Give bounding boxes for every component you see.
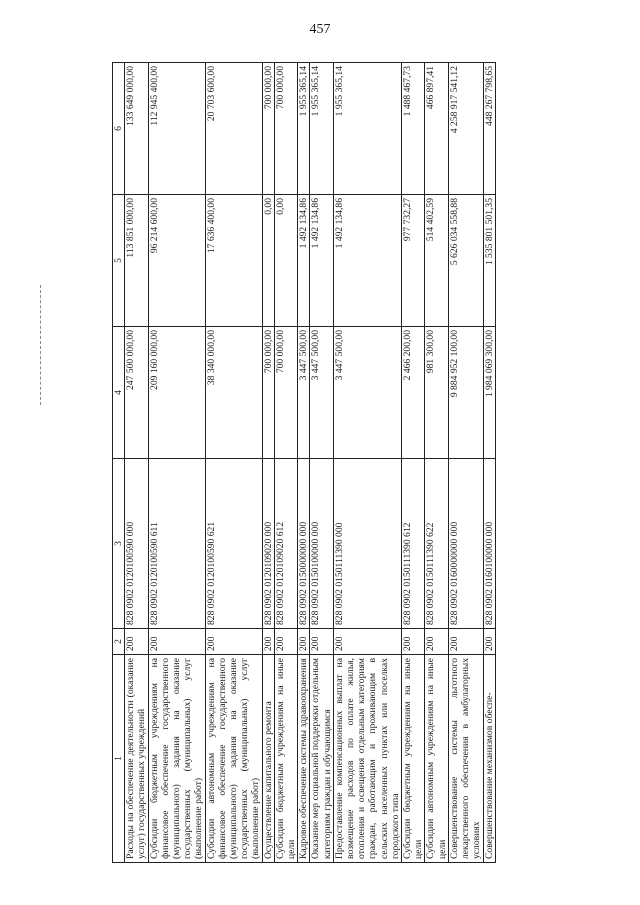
table-row	[298, 63, 310, 863]
column-header: 1	[113, 655, 125, 863]
row-value-6-cell: 700 000,00	[262, 63, 274, 195]
row-value-5-cell: 0,00	[262, 195, 274, 327]
table-row	[148, 63, 205, 863]
row-name-cell: Субсидии бюджетным учреждениям на иные цели	[274, 655, 297, 863]
table-row	[262, 63, 274, 863]
row-col2-cell: 200	[425, 629, 448, 655]
row-value-6-cell: 112 945 400,00	[148, 63, 205, 195]
row-col2-cell: 200	[402, 629, 425, 655]
row-value-4-cell: 981 300,00	[425, 327, 448, 459]
row-name-cell: Расходы на обеспечение деятельности (оказание услуг) государственных учреждений	[125, 655, 148, 863]
row-code-cell: 828 0902 0150100000 000	[310, 459, 333, 629]
row-value-6-cell: 448 267 798,65	[483, 63, 495, 195]
row-value-4-cell: 1 984 069 300,00	[483, 327, 495, 459]
row-value-6-cell: 1 955 365,14	[298, 63, 310, 195]
table-row	[402, 63, 425, 863]
table-body	[125, 63, 496, 863]
row-name-cell: Совершенствование механизмов обеспе-	[483, 655, 495, 863]
row-col2-cell: 200	[148, 629, 205, 655]
row-value-5-cell: 96 214 600,00	[148, 195, 205, 327]
table-row	[483, 63, 495, 863]
row-value-5-cell: 1 492 134,86	[333, 195, 401, 327]
table-header-row	[113, 63, 125, 863]
budget-table	[112, 62, 496, 863]
row-name-cell: Совершенствование системы льготного лекарственного обеспечения в амбулаторных условиях	[448, 655, 483, 863]
row-value-6-cell: 466 897,41	[425, 63, 448, 195]
row-name-cell: Субсидии автономным учреждениям на финансовое обеспечение государственного (муниципального) задания на оказание государственных (муниципальных) услуг (выполнение работ)	[205, 655, 262, 863]
column-header: 3	[113, 459, 125, 629]
row-value-4-cell: 3 447 500,00	[333, 327, 401, 459]
row-value-5-cell: 977 732,27	[402, 195, 425, 327]
row-value-4-cell: 38 340 000,00	[205, 327, 262, 459]
table-row	[205, 63, 262, 863]
row-code-cell: 828 0902 0150111390 612	[402, 459, 425, 629]
row-code-cell: 828 0902 0150000000 000	[298, 459, 310, 629]
row-value-4-cell: 700 000,00	[274, 327, 297, 459]
column-header: 5	[113, 195, 125, 327]
row-value-5-cell: 17 636 400,00	[205, 195, 262, 327]
row-col2-cell: 200	[262, 629, 274, 655]
row-col2-cell: 200	[125, 629, 148, 655]
table-row	[125, 63, 148, 863]
row-value-6-cell: 700 000,00	[274, 63, 297, 195]
row-value-4-cell: 3 447 500,00	[310, 327, 333, 459]
row-value-5-cell: 5 626 034 558,88	[448, 195, 483, 327]
row-value-6-cell: 1 488 467,73	[402, 63, 425, 195]
row-col2-cell: 200	[205, 629, 262, 655]
table-row	[333, 63, 401, 863]
row-value-5-cell: 0,00	[274, 195, 297, 327]
row-code-cell: 828 0902 0120109020 612	[274, 459, 297, 629]
row-name-cell: Субсидии бюджетным учреждениям на финансовое обеспечение государственного (муниципального) задания на оказание государственных (муниципальных) услуг (выполнение работ)	[148, 655, 205, 863]
row-name-cell: Субсидии автономным учреждениям на иные цели	[425, 655, 448, 863]
row-code-cell: 828 0902 0120100590 611	[148, 459, 205, 629]
table-row	[448, 63, 483, 863]
table-row	[274, 63, 297, 863]
row-name-cell: Осуществление капитального ремонта	[262, 655, 274, 863]
row-col2-cell: 200	[333, 629, 401, 655]
row-code-cell: 828 0902 0120109020 000	[262, 459, 274, 629]
row-value-6-cell: 1 955 365,14	[310, 63, 333, 195]
row-value-5-cell: 514 402,59	[425, 195, 448, 327]
row-code-cell: 828 0902 0120100590 621	[205, 459, 262, 629]
column-header: 4	[113, 327, 125, 459]
row-value-4-cell: 2 466 200,00	[402, 327, 425, 459]
row-code-cell: 828 0902 0120100590 000	[125, 459, 148, 629]
row-name-cell: Субсидии бюджетным учреждениям на иные цели	[402, 655, 425, 863]
row-name-cell: Предоставление компенсационных выплат на возмещение расходов по оплате жилья, отопления и освещения отдельным категориям граждан, работающим и проживающим в сельских населенных пунктах или поселках городского типа	[333, 655, 401, 863]
row-value-4-cell: 209 160 000,00	[148, 327, 205, 459]
row-value-5-cell: 1 492 134,86	[298, 195, 310, 327]
row-col2-cell: 200	[274, 629, 297, 655]
row-value-4-cell: 247 500 000,00	[125, 327, 148, 459]
row-value-5-cell: 1 492 134,86	[310, 195, 333, 327]
row-code-cell: 828 0902 0160000000 000	[448, 459, 483, 629]
column-header: 2	[113, 629, 125, 655]
row-col2-cell: 200	[310, 629, 333, 655]
row-name-cell: Кадровое обеспечение системы здравоохранения	[298, 655, 310, 863]
table-row	[310, 63, 333, 863]
budget-table-container	[112, 63, 526, 863]
row-name-cell: Оказание мер социальной поддержки отдельным категориям граждан и обучающимся	[310, 655, 333, 863]
row-value-4-cell: 3 447 500,00	[298, 327, 310, 459]
row-value-6-cell: 4 258 917 541,12	[448, 63, 483, 195]
row-code-cell: 828 0902 0150111390 622	[425, 459, 448, 629]
table-row	[425, 63, 448, 863]
row-value-4-cell: 9 884 952 100,00	[448, 327, 483, 459]
row-value-5-cell: 113 851 000,00	[125, 195, 148, 327]
page-number: 457	[309, 22, 331, 37]
row-code-cell: 828 0902 0160100000 000	[483, 459, 495, 629]
row-col2-cell: 200	[298, 629, 310, 655]
row-code-cell: 828 0902 0150111390 000	[333, 459, 401, 629]
row-value-6-cell: 20 703 600,00	[205, 63, 262, 195]
row-value-6-cell: 133 649 000,00	[125, 63, 148, 195]
column-header: 6	[113, 63, 125, 195]
margin-mark	[40, 285, 41, 405]
row-col2-cell: 200	[448, 629, 483, 655]
row-col2-cell: 200	[483, 629, 495, 655]
row-value-4-cell: 700 000,00	[262, 327, 274, 459]
row-value-6-cell: 1 955 365,14	[333, 63, 401, 195]
row-value-5-cell: 1 535 801 501,35	[483, 195, 495, 327]
